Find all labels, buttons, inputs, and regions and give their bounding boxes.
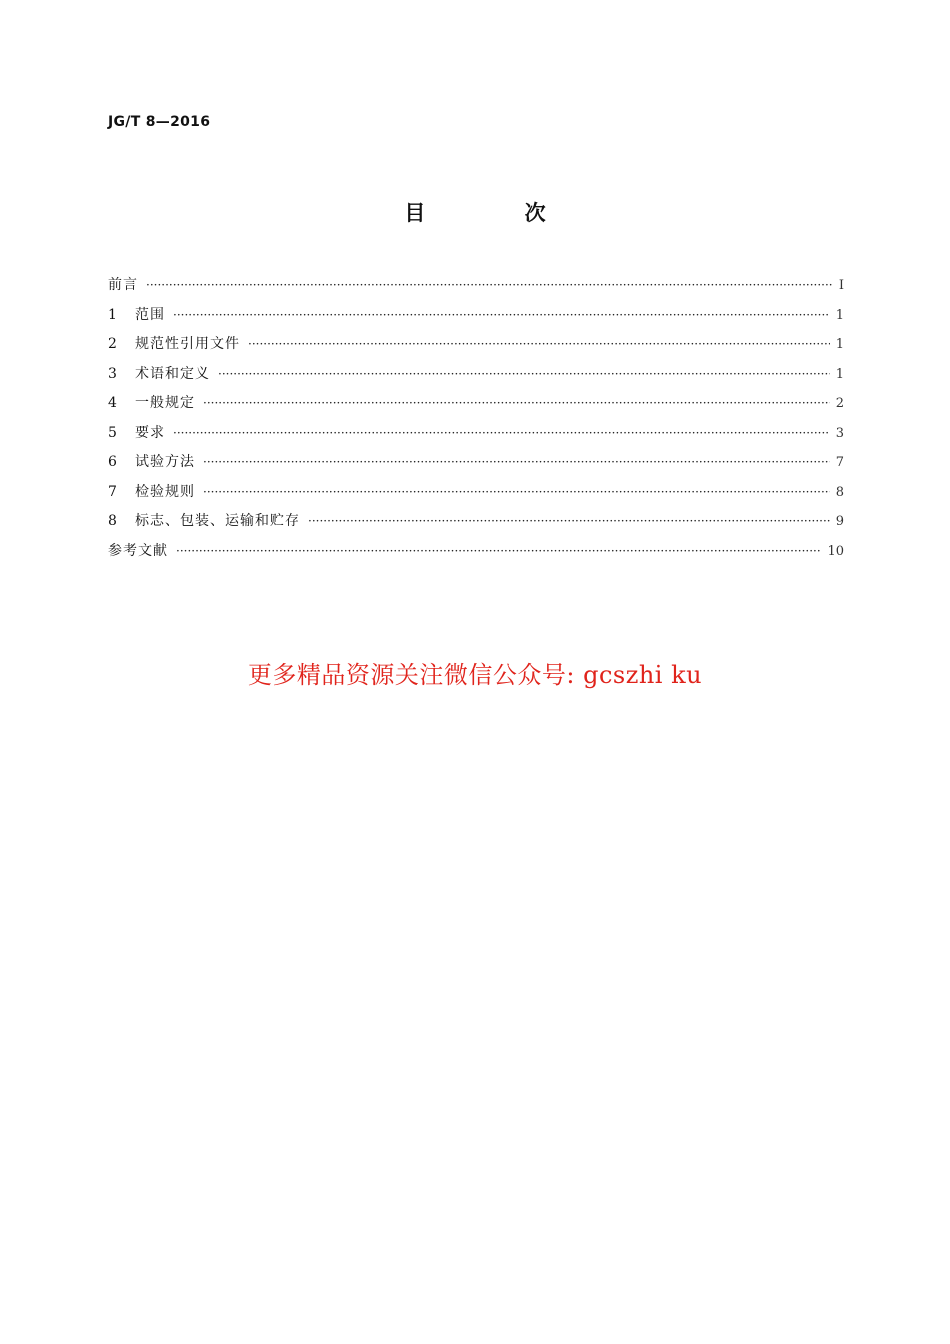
toc-entry-normative-references[interactable] — [108, 333, 844, 363]
toc-entry-page: 1 — [835, 337, 844, 352]
toc-entry-label: 规范性引用文件 — [135, 336, 240, 352]
toc-entry-inspection-rules[interactable] — [108, 481, 844, 511]
toc-leader-dots — [203, 455, 830, 469]
toc-entry-label: 前言 — [108, 277, 138, 293]
toc-entry-label: 一般规定 — [135, 395, 195, 411]
toc-entry-page: 1 — [835, 366, 844, 382]
toc-entry-page: 7 — [835, 455, 844, 470]
toc-entry-test-methods[interactable] — [108, 451, 844, 481]
toc-leader-dots — [248, 337, 830, 351]
toc-entry-label: 试验方法 — [135, 454, 195, 470]
toc-entry-page: 3 — [835, 425, 844, 441]
table-of-contents — [108, 274, 844, 569]
toc-entry-foreword[interactable] — [108, 274, 844, 304]
toc-entry-label: 标志、包装、运输和贮存 — [135, 513, 300, 529]
toc-entry-number: 4 — [108, 395, 118, 411]
toc-entry-number: 7 — [108, 483, 118, 500]
toc-leader-dots — [203, 396, 830, 410]
toc-entry-terms-definitions[interactable] — [108, 363, 844, 393]
toc-entry-marking-packaging[interactable] — [108, 510, 844, 540]
toc-entry-page: 8 — [835, 484, 844, 500]
toc-entry-number: 5 — [108, 424, 118, 441]
toc-entry-label: 参考文献 — [108, 542, 168, 559]
toc-leader-dots — [308, 514, 830, 528]
toc-entry-number: 3 — [108, 365, 118, 382]
toc-entry-label: 检验规则 — [135, 483, 195, 500]
toc-entry-bibliography[interactable] — [108, 540, 844, 570]
toc-entry-number: 2 — [108, 336, 118, 352]
toc-entry-page: 10 — [827, 543, 844, 559]
toc-entry-general-provisions[interactable] — [108, 392, 844, 422]
toc-title: 目 次 — [404, 201, 592, 225]
toc-leader-dots — [218, 367, 830, 381]
toc-entry-page: 1 — [835, 307, 844, 323]
toc-entry-label: 术语和定义 — [135, 365, 210, 382]
toc-entry-page: 9 — [835, 514, 844, 529]
toc-leader-dots — [146, 278, 833, 292]
toc-entry-number: 6 — [108, 454, 118, 470]
toc-entry-scope[interactable] — [108, 304, 844, 334]
document-code: JG/T 8—2016 — [108, 114, 211, 130]
toc-entry-page: Ⅰ — [838, 278, 844, 293]
toc-leader-dots — [203, 485, 830, 499]
toc-leader-dots — [173, 308, 830, 322]
toc-entry-label: 范围 — [135, 306, 165, 323]
toc-entry-requirements[interactable] — [108, 422, 844, 452]
toc-entry-label: 要求 — [135, 424, 165, 441]
promo-watermark-text: 更多精品资源关注微信公众号: gcszhi ku — [247, 661, 703, 689]
toc-entry-number: 1 — [108, 306, 118, 323]
toc-entry-page: 2 — [835, 396, 844, 411]
toc-leader-dots — [176, 544, 821, 558]
toc-entry-number: 8 — [108, 513, 118, 529]
toc-leader-dots — [173, 426, 830, 440]
